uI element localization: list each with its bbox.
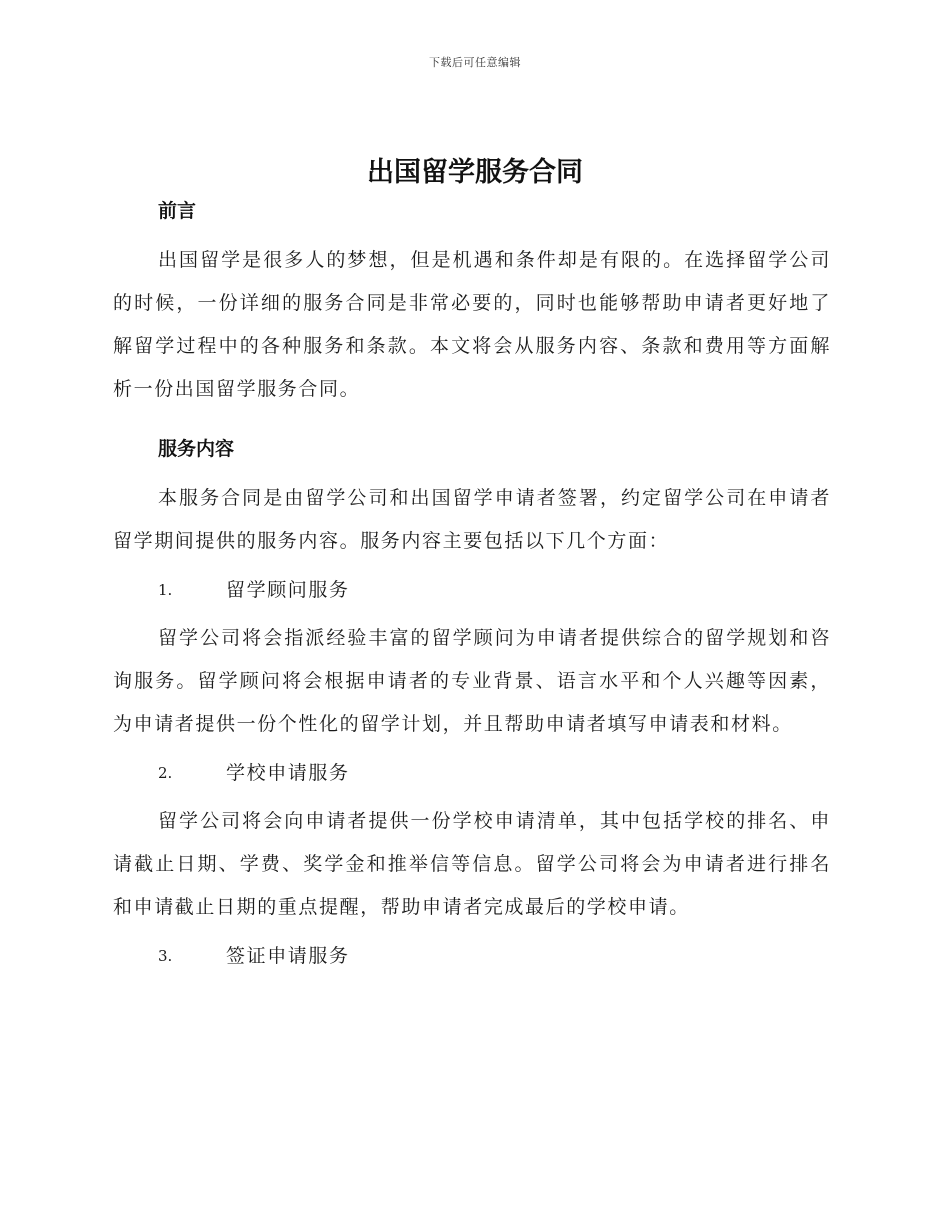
document-body (113, 195, 831, 971)
section-heading-preface: 前言 (158, 200, 197, 222)
list-item-title: 签证申请服务 (226, 945, 350, 967)
list-item-2 (113, 758, 831, 788)
list-item-number: 2. (158, 764, 173, 782)
consultant-service-paragraph: 留学公司将会指派经验丰富的留学顾问为申请者提供综合的留学规划和咨询服务。留学顾问将会根据申请者的专业背景、语言水平和个人兴趣等因素，为申请者提供一份个性化的留学计划，并且帮助申请者填写申请表和材料。 (113, 627, 831, 735)
school-application-paragraph: 留学公司将会向申请者提供一份学校申请清单，其中包括学校的排名、申请截止日期、学费、奖学金和推举信等信息。留学公司将会为申请者进行排名和申请截止日期的重点提醒，帮助申请者完成最后的学校申请。 (113, 810, 831, 918)
preface-paragraph: 出国留学是很多人的梦想，但是机遇和条件却是有限的。在选择留学公司的时候，一份详细的服务合同是非常必要的，同时也能够帮助申请者更好地了解留学过程中的各种服务和条款。本文将会从服务内容、条款和费用等方面解析一份出国留学服务合同。 (113, 249, 831, 400)
services-intro-paragraph: 本服务合同是由留学公司和出国留学申请者签署，约定留学公司在申请者留学期间提供的服务内容。服务内容主要包括以下几个方面： (113, 487, 831, 552)
section-heading-services: 服务内容 (158, 438, 235, 460)
list-item-3 (113, 941, 831, 971)
list-item-number: 3. (158, 947, 173, 965)
list-item-title: 学校申请服务 (226, 762, 350, 784)
list-item-number: 1. (158, 581, 173, 599)
list-item-title: 留学顾问服务 (226, 579, 350, 601)
header-note: 下载后可任意编辑 (429, 56, 521, 69)
list-item-1 (113, 575, 831, 605)
document-title: 出国留学服务合同 (367, 157, 583, 188)
